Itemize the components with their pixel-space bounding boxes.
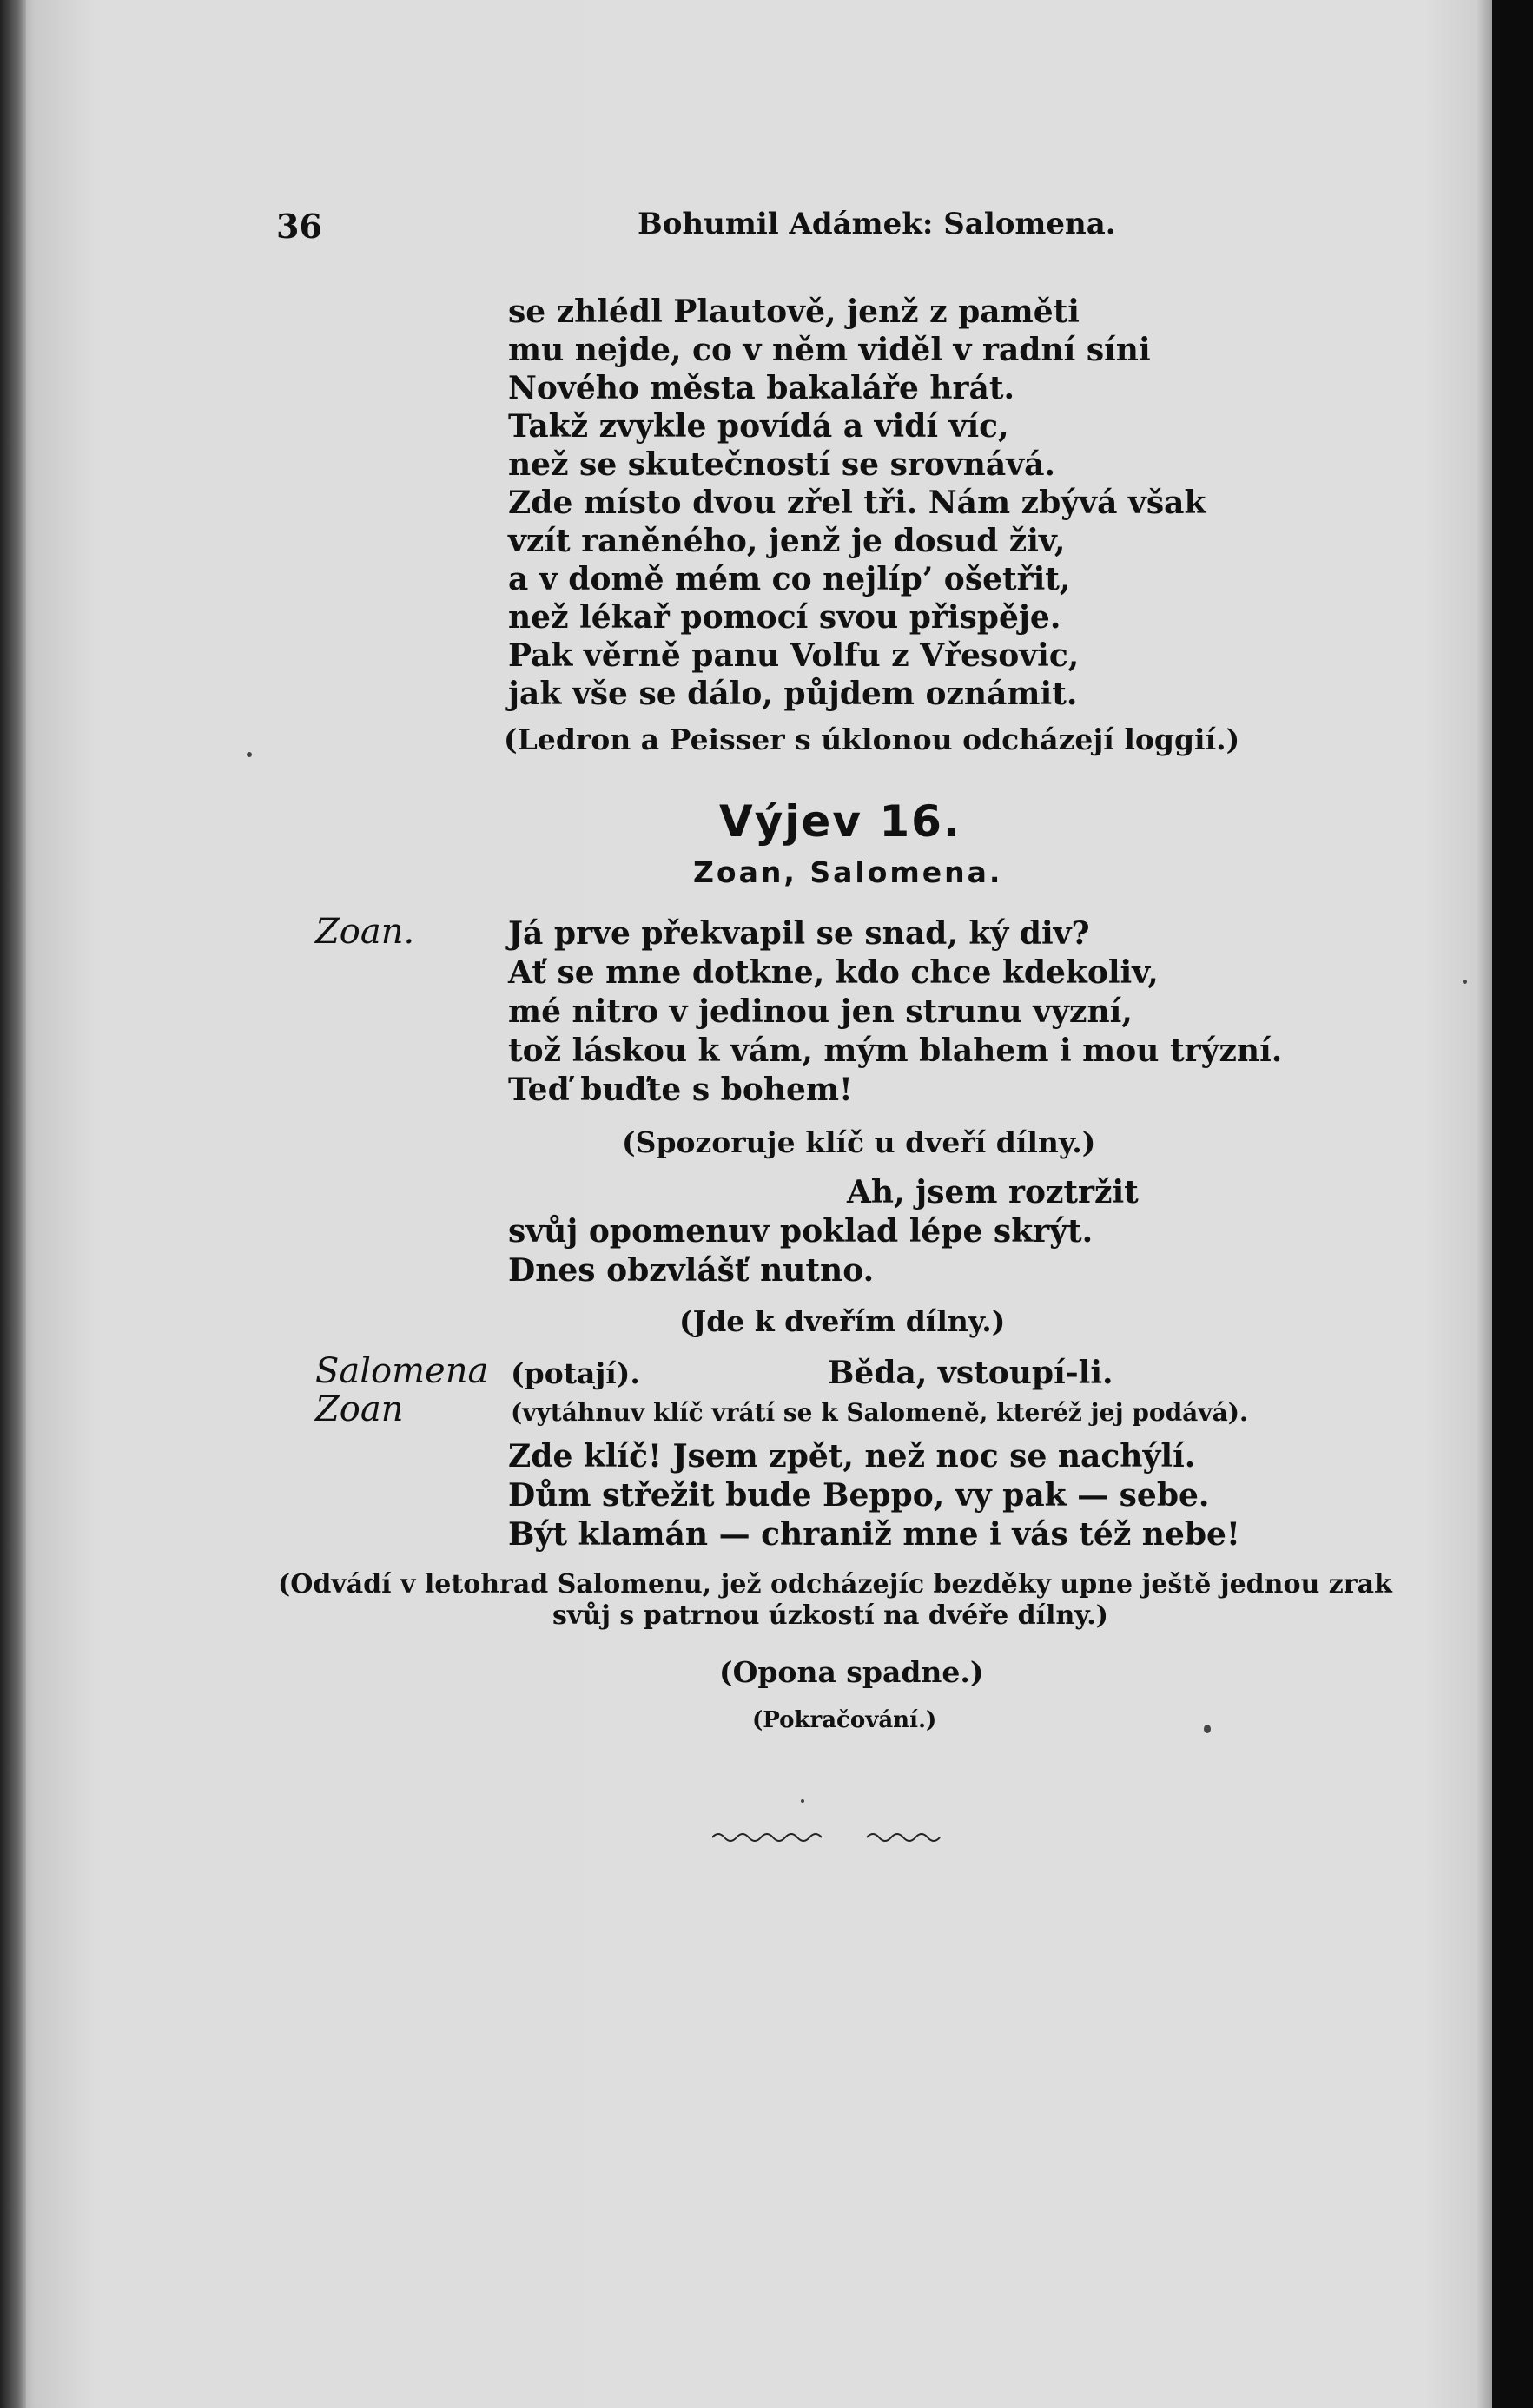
page-header — [0, 207, 1492, 259]
stage-direction: (Spozoruje klíč u dveří dílny.) — [622, 1125, 1096, 1159]
book-spine-shadow — [0, 0, 26, 2408]
print-speck — [1204, 1725, 1211, 1733]
page-number: 36 — [276, 207, 322, 246]
stage-direction: (Jde k dveřím dílny.) — [679, 1304, 1006, 1338]
verse-line: Takž zvykle povídá a vidí víc, — [508, 408, 1009, 445]
print-speck — [247, 752, 252, 757]
verse-line: Já prve překvapil se snad, ký div? — [508, 915, 1090, 952]
print-speck — [801, 1799, 804, 1803]
speaker-label: Zoan — [315, 1389, 404, 1429]
verse-line: jak vše se dálo, půjdem oznámit. — [508, 676, 1078, 712]
verse-line: Nového města bakaláře hrát. — [508, 370, 1015, 406]
wavy-ornament — [712, 1827, 947, 1844]
speaker-label: Salomena — [315, 1351, 489, 1391]
verse-line: svůj opomenuv poklad lépe skrýt. — [508, 1213, 1094, 1250]
verse-line: a v domě mém co nejlíp’ ošetřit, — [508, 561, 1071, 597]
stage-direction: (Odvádí v letohrad Salomenu, jež odcházejíc bezděky upne ještě jednou zrak — [278, 1569, 1392, 1600]
verse-line: Ať se mne dotkne, kdo chce kdekoliv, — [508, 954, 1159, 991]
verse-line: Být klamán — chraniž mne i vás též nebe! — [508, 1516, 1240, 1553]
verse-line: než se skutečností se srovnává. — [508, 446, 1056, 483]
continued-note: (Pokračování.) — [752, 1707, 937, 1733]
verse-line: Dům střežit bude Beppo, vy pak — sebe. — [508, 1477, 1210, 1514]
running-title: Bohumil Adámek: Salomena. — [638, 207, 1116, 241]
verse-line: Teď buďte s bohem! — [508, 1072, 853, 1108]
stage-direction: (Ledron a Peisser s úklonou odcházejí loggií.) — [504, 722, 1240, 756]
verse-line: Ah, jsem roztržit — [847, 1174, 1139, 1211]
scene-title: Výjev 16. — [719, 796, 961, 847]
verse-line: Běda, vstoupí-li. — [828, 1355, 1113, 1391]
curtain-direction: (Opona spadne.) — [719, 1655, 984, 1689]
print-speck — [1463, 980, 1467, 984]
verse-line: než lékař pomocí svou přispěje. — [508, 599, 1061, 636]
verse-line: se zhlédl Plautově, jenž z paměti — [508, 294, 1080, 330]
verse-line: Zde místo dvou zřel tři. Nám zbývá však — [508, 485, 1206, 521]
verse-line: Zde klíč! Jsem zpět, než noc se nachýlí. — [508, 1438, 1196, 1474]
scene-characters: Zoan, Salomena. — [693, 855, 1003, 889]
verse-line: Dnes obzvlášť nutno. — [508, 1252, 875, 1289]
verse-line: vzít raněného, jenž je dosud živ, — [508, 523, 1066, 559]
stage-direction: svůj s patrnou úzkostí na dvéře dílny.) — [552, 1600, 1108, 1631]
stage-direction: (vytáhnuv klíč vrátí se k Salomeně, kteréž jej podává). — [511, 1398, 1248, 1427]
verse-line: Pak věrně panu Volfu z Vřesovic, — [508, 637, 1080, 674]
verse-line: tož láskou k vám, mým blahem i mou trýzní. — [508, 1032, 1283, 1069]
verse-line: mu nejde, co v něm viděl v radní síni — [508, 332, 1151, 368]
verse-line: mé nitro v jedinou jen strunu vyzní, — [508, 993, 1133, 1030]
stage-direction: (potají). — [511, 1356, 640, 1390]
speaker-label: Zoan. — [315, 912, 415, 952]
